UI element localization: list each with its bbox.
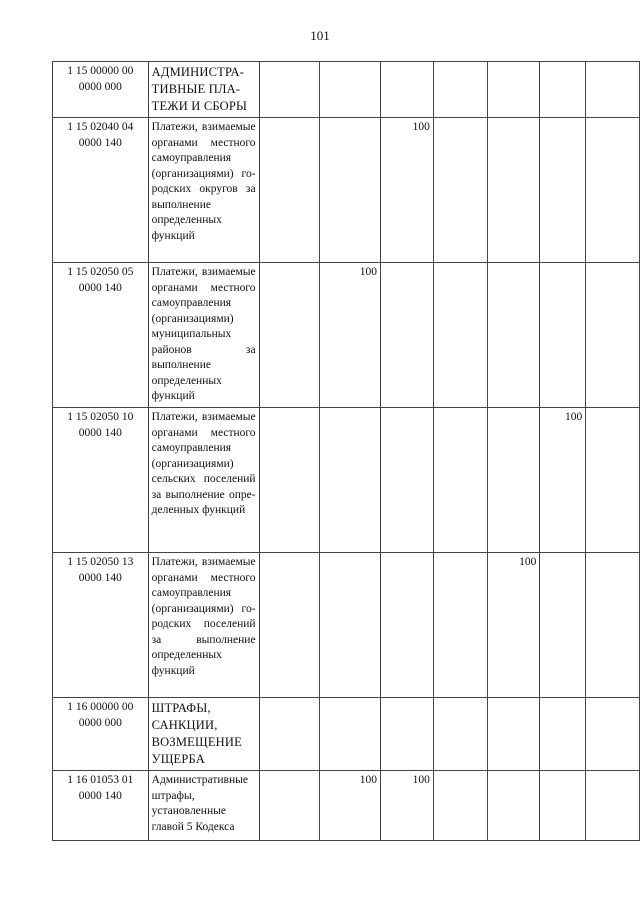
percent-value-cell [259, 553, 320, 698]
percent-value-cell [487, 263, 540, 408]
percent-value-cell [487, 771, 540, 841]
percent-value-cell [259, 118, 320, 263]
percent-value-cell [540, 62, 586, 118]
percent-value-cell [320, 698, 381, 771]
percent-value-cell [586, 408, 640, 553]
income-name-cell: Платежи, взимаемые органами местного самоуправления (организациями) городских округов за выполнение определенных функций [148, 118, 259, 263]
percent-value-cell [433, 553, 487, 698]
percent-value-cell [540, 698, 586, 771]
percent-value-cell [540, 263, 586, 408]
percent-value-cell [381, 62, 434, 118]
budget-table [52, 61, 640, 841]
income-name-cell: АДМИНИСТРАТИВНЫЕ ПЛАТЕЖИ И СБОРЫ [148, 62, 259, 118]
percent-value-cell: 100 [487, 553, 540, 698]
percent-value-cell: 100 [381, 771, 434, 841]
budget-code-cell: 1 15 00000 00 0000 000 [53, 62, 149, 118]
budget-code-cell: 1 15 02050 05 0000 140 [53, 263, 149, 408]
table-row [53, 118, 640, 263]
income-name-cell: Платежи, взимаемые органами местного самоуправления (организациями) городских поселений за выполнение определенных функций [148, 553, 259, 698]
table-row [53, 771, 640, 841]
percent-value-cell [540, 771, 586, 841]
page-number: 101 [310, 28, 330, 43]
percent-value-cell: 100 [381, 118, 434, 263]
percent-value-cell [433, 698, 487, 771]
percent-value-cell [487, 118, 540, 263]
table-row [53, 553, 640, 698]
percent-value-cell [259, 771, 320, 841]
percent-value-cell [540, 553, 586, 698]
percent-value-cell [259, 62, 320, 118]
percent-value-cell [381, 553, 434, 698]
percent-value-cell [320, 553, 381, 698]
percent-value-cell [320, 408, 381, 553]
budget-code-cell: 1 15 02040 04 0000 140 [53, 118, 149, 263]
percent-value-cell [586, 553, 640, 698]
percent-value-cell [487, 62, 540, 118]
percent-value-cell [433, 263, 487, 408]
percent-value-cell [586, 118, 640, 263]
percent-value-cell [259, 408, 320, 553]
percent-value-cell [259, 263, 320, 408]
table-row [53, 263, 640, 408]
percent-value-cell [381, 408, 434, 553]
table-row [53, 62, 640, 118]
percent-value-cell [433, 118, 487, 263]
percent-value-cell [381, 698, 434, 771]
percent-value-cell [259, 698, 320, 771]
percent-value-cell [540, 118, 586, 263]
budget-code-cell: 1 16 01053 01 0000 140 [53, 771, 149, 841]
income-name-cell: Административные штрафы, установленные главой 5 Кодекса [148, 771, 259, 841]
income-name-cell: Платежи, взимаемые органами местного самоуправления (организациями) сельских поселений за выполнение определенных функций [148, 408, 259, 553]
percent-value-cell [586, 263, 640, 408]
percent-value-cell [320, 62, 381, 118]
percent-value-cell: 100 [320, 771, 381, 841]
percent-value-cell: 100 [320, 263, 381, 408]
income-name-cell: Платежи, взимаемые органами местного самоуправления (организациями) муниципальных районов за выполнение определенных функций [148, 263, 259, 408]
percent-value-cell [586, 771, 640, 841]
table-row [53, 408, 640, 553]
table-row [53, 698, 640, 771]
percent-value-cell [487, 698, 540, 771]
percent-value-cell [433, 771, 487, 841]
table-body [53, 62, 640, 841]
percent-value-cell [433, 62, 487, 118]
percent-value-cell [487, 408, 540, 553]
percent-value-cell [586, 698, 640, 771]
percent-value-cell [381, 263, 434, 408]
percent-value-cell [586, 62, 640, 118]
income-name-cell: ШТРАФЫ, САНКЦИИ, ВОЗМЕЩЕНИЕ УЩЕРБА [148, 698, 259, 771]
percent-value-cell: 100 [540, 408, 586, 553]
percent-value-cell [320, 118, 381, 263]
percent-value-cell [433, 408, 487, 553]
budget-code-cell: 1 15 02050 13 0000 140 [53, 553, 149, 698]
budget-code-cell: 1 15 02050 10 0000 140 [53, 408, 149, 553]
budget-code-cell: 1 16 00000 00 0000 000 [53, 698, 149, 771]
